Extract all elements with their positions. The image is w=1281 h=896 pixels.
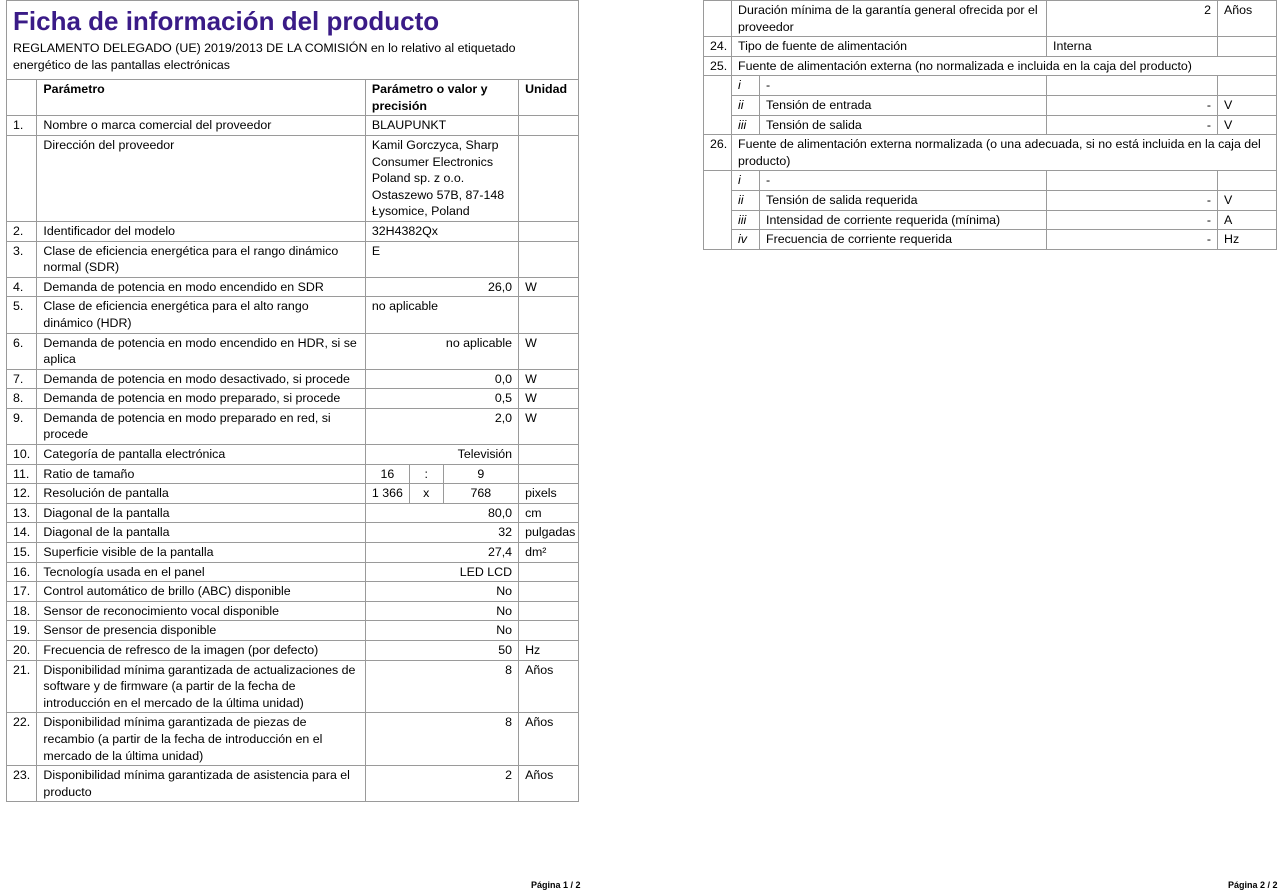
row-number: 12.: [7, 484, 37, 504]
row-unit: Años: [519, 766, 579, 802]
ratio-height: 9: [443, 464, 519, 484]
row-number: 14.: [7, 523, 37, 543]
row-unit: [519, 241, 579, 277]
row-number: 16.: [7, 562, 37, 582]
row-value: 0,5: [365, 389, 518, 409]
table-row: [7, 389, 579, 409]
row-unit: A: [1218, 210, 1277, 230]
table-row: [7, 523, 579, 543]
row-number: 2.: [7, 221, 37, 241]
row-label: Sensor de presencia disponible: [37, 621, 365, 641]
table-row: [7, 641, 579, 661]
page-number-1: Página 1 / 2: [531, 880, 581, 890]
row-number: 24.: [704, 37, 732, 57]
table-row: [7, 464, 579, 484]
row-label: Frecuencia de corriente requerida: [760, 230, 1047, 250]
row-number: 17.: [7, 582, 37, 602]
row-value: 26,0: [365, 277, 518, 297]
row-value: [1047, 171, 1218, 191]
row-label: Diagonal de la pantalla: [37, 503, 365, 523]
row-label: Disponibilidad mínima garantizada de asistencia para el producto: [37, 766, 365, 802]
row-value: -: [1047, 190, 1218, 210]
row-label: Categoría de pantalla electrónica: [37, 445, 365, 465]
row-value: 2: [1047, 1, 1218, 37]
row-number: 23.: [7, 766, 37, 802]
row-label: Duración mínima de la garantía general ofrecida por el proveedor: [732, 1, 1047, 37]
page-number-2: Página 2 / 2: [1228, 880, 1278, 890]
row-label: Intensidad de corriente requerida (mínima): [760, 210, 1047, 230]
value-header: Parámetro o valor y precisión: [365, 80, 518, 116]
row-label: Disponibilidad mínima garantizada de actualizaciones de software y de firmware (a partir de la fecha de introducción en el mercado de la última unidad): [37, 660, 365, 713]
row-number: 10.: [7, 445, 37, 465]
row-label: Diagonal de la pantalla: [37, 523, 365, 543]
row-value: No: [365, 601, 518, 621]
row-label: Disponibilidad mínima garantizada de piezas de recambio (a partir de la fecha de introducción en el mercado de la última unidad): [37, 713, 365, 766]
row-unit: W: [519, 389, 579, 409]
row-label: Demanda de potencia en modo preparado en red, si procede: [37, 408, 365, 444]
table-row: [704, 95, 1277, 115]
product-info-table: [6, 0, 579, 802]
param-header: Parámetro: [37, 80, 365, 116]
row-label: Tipo de fuente de alimentación: [732, 37, 1047, 57]
table-row: [7, 297, 579, 333]
row-label: Demanda de potencia en modo encendido en HDR, si se aplica: [37, 333, 365, 369]
row-label: Nombre o marca comercial del proveedor: [37, 116, 365, 136]
row-value: No: [365, 621, 518, 641]
row-value: 0,0: [365, 369, 518, 389]
row-value: E: [365, 241, 518, 277]
row-value: 80,0: [365, 503, 518, 523]
row-number: 4.: [7, 277, 37, 297]
sub-row-number: i: [732, 171, 760, 191]
row-unit: [519, 621, 579, 641]
sub-row-number: ii: [732, 95, 760, 115]
row-label: Clase de eficiencia energética para el rango dinámico normal (SDR): [37, 241, 365, 277]
row-label: Tecnología usada en el panel: [37, 562, 365, 582]
row-unit: [1218, 37, 1277, 57]
row-number: 11.: [7, 464, 37, 484]
row-number: 1.: [7, 116, 37, 136]
row-label: Clase de eficiencia energética para el alto rango dinámico (HDR): [37, 297, 365, 333]
row-label: -: [760, 171, 1047, 191]
row-unit: W: [519, 408, 579, 444]
sub-row-number: iv: [732, 230, 760, 250]
table-row: [7, 135, 579, 221]
row-number: 21.: [7, 660, 37, 713]
row-unit: Años: [1218, 1, 1277, 37]
row-unit: V: [1218, 115, 1277, 135]
sub-row-number: iii: [732, 115, 760, 135]
table-row: [7, 713, 579, 766]
row-label: Sensor de reconocimiento vocal disponible: [37, 601, 365, 621]
resolution-separator: x: [409, 484, 443, 504]
header-row: [7, 80, 579, 116]
table-row: [7, 241, 579, 277]
row-unit: [519, 582, 579, 602]
row-label: Ratio de tamaño: [37, 464, 365, 484]
row-unit: [1218, 76, 1277, 96]
table-row: [7, 543, 579, 563]
row-number: 15.: [7, 543, 37, 563]
table-row: [7, 408, 579, 444]
row-value: -: [1047, 95, 1218, 115]
row-label: Tensión de entrada: [760, 95, 1047, 115]
table-row: [7, 582, 579, 602]
title-cell: [7, 1, 579, 80]
row-number: [7, 135, 37, 221]
row-number: 26.: [704, 135, 732, 171]
row-unit: [519, 116, 579, 136]
row-value: no aplicable: [365, 333, 518, 369]
row-label: Tensión de salida: [760, 115, 1047, 135]
row-label: Demanda de potencia en modo desactivado, si procede: [37, 369, 365, 389]
row-value: -: [1047, 115, 1218, 135]
table-row: [704, 56, 1277, 76]
table-row: [7, 277, 579, 297]
row-unit: [519, 601, 579, 621]
unit-header: Unidad: [519, 80, 579, 116]
row-number: 19.: [7, 621, 37, 641]
regulation-text: REGLAMENTO DELEGADO (UE) 2019/2013 DE LA COMISIÓN en lo relativo al etiquetado energético de las pantallas electrónicas: [13, 41, 516, 72]
table-row: [7, 445, 579, 465]
row-label: Fuente de alimentación externa (no normalizada e incluida en la caja del producto): [732, 56, 1277, 76]
table-row: [704, 37, 1277, 57]
row-number: 8.: [7, 389, 37, 409]
row-value: LED LCD: [365, 562, 518, 582]
table-row: [704, 210, 1277, 230]
row-unit: dm²: [519, 543, 579, 563]
table-row: [7, 660, 579, 713]
table-row: [7, 369, 579, 389]
row-label: Identificador del modelo: [37, 221, 365, 241]
num-header: [7, 80, 37, 116]
row-label: Fuente de alimentación externa normalizada (o una adecuada, si no está incluida en la caja del producto): [732, 135, 1277, 171]
row-label: Frecuencia de refresco de la imagen (por defecto): [37, 641, 365, 661]
row-value: No: [365, 582, 518, 602]
table-row: [704, 171, 1277, 191]
row-value: -: [1047, 210, 1218, 230]
row-unit: V: [1218, 190, 1277, 210]
row-value: 2,0: [365, 408, 518, 444]
sub-row-number: i: [732, 76, 760, 96]
table-row: [7, 766, 579, 802]
row-number: 7.: [7, 369, 37, 389]
table-row: [7, 601, 579, 621]
row-number: 13.: [7, 503, 37, 523]
row-unit: [519, 562, 579, 582]
table-row: [704, 135, 1277, 171]
row-number: [704, 76, 732, 135]
row-label: -: [760, 76, 1047, 96]
row-unit: [519, 135, 579, 221]
table-row: [704, 190, 1277, 210]
row-unit: pulgadas: [519, 523, 579, 543]
row-unit: Hz: [1218, 230, 1277, 250]
row-number: 20.: [7, 641, 37, 661]
sub-row-number: iii: [732, 210, 760, 230]
row-number: 6.: [7, 333, 37, 369]
product-info-table-continued: [703, 0, 1277, 250]
row-value: Kamil Gorczyca, Sharp Consumer Electronics Poland sp. z o.o. Ostaszewo 57B, 87-148 Łysomice, Poland: [365, 135, 518, 221]
ratio-separator: :: [409, 464, 443, 484]
row-label: Tensión de salida requerida: [760, 190, 1047, 210]
row-number: [704, 1, 732, 37]
row-label: Dirección del proveedor: [37, 135, 365, 221]
sub-row-number: ii: [732, 190, 760, 210]
row-value: 27,4: [365, 543, 518, 563]
row-unit: pixels: [519, 484, 579, 504]
row-unit: Años: [519, 713, 579, 766]
row-value: 2: [365, 766, 518, 802]
page-1: [6, 0, 579, 802]
row-unit: W: [519, 369, 579, 389]
row-unit: W: [519, 277, 579, 297]
row-value: Interna: [1047, 37, 1218, 57]
row-unit: cm: [519, 503, 579, 523]
row-value: 32H4382Qx: [365, 221, 518, 241]
row-value: 8: [365, 713, 518, 766]
row-value: 32: [365, 523, 518, 543]
row-number: 18.: [7, 601, 37, 621]
table-row: [7, 621, 579, 641]
row-number: 5.: [7, 297, 37, 333]
table-row: [7, 221, 579, 241]
row-unit: [519, 221, 579, 241]
row-value: -: [1047, 230, 1218, 250]
row-unit: Hz: [519, 641, 579, 661]
row-number: 25.: [704, 56, 732, 76]
row-number: [704, 171, 732, 249]
row-unit: [519, 464, 579, 484]
row-label: Demanda de potencia en modo encendido en SDR: [37, 277, 365, 297]
row-value: [1047, 76, 1218, 96]
row-label: Superficie visible de la pantalla: [37, 543, 365, 563]
row-unit: Años: [519, 660, 579, 713]
row-number: 3.: [7, 241, 37, 277]
row-unit: V: [1218, 95, 1277, 115]
table-row: [704, 230, 1277, 250]
table-row: [7, 116, 579, 136]
row-number: 9.: [7, 408, 37, 444]
row-unit: [519, 297, 579, 333]
row-value: 8: [365, 660, 518, 713]
row-value: no aplicable: [365, 297, 518, 333]
resolution-width: 1 366: [365, 484, 409, 504]
resolution-height: 768: [443, 484, 519, 504]
page-title: Ficha de información del producto: [13, 6, 440, 36]
table-row: [7, 562, 579, 582]
title-row: [7, 1, 579, 80]
table-row: [7, 333, 579, 369]
row-number: 22.: [7, 713, 37, 766]
row-label: Control automático de brillo (ABC) disponible: [37, 582, 365, 602]
row-value: Televisión: [365, 445, 518, 465]
table-row: [704, 115, 1277, 135]
row-label: Resolución de pantalla: [37, 484, 365, 504]
table-row: [7, 484, 579, 504]
table-row: [704, 1, 1277, 37]
row-value: 50: [365, 641, 518, 661]
row-unit: W: [519, 333, 579, 369]
row-value: BLAUPUNKT: [365, 116, 518, 136]
table-row: [7, 503, 579, 523]
table-row: [704, 76, 1277, 96]
row-label: Demanda de potencia en modo preparado, si procede: [37, 389, 365, 409]
row-unit: [1218, 171, 1277, 191]
row-unit: [519, 445, 579, 465]
page-2: [703, 0, 1276, 250]
ratio-width: 16: [365, 464, 409, 484]
